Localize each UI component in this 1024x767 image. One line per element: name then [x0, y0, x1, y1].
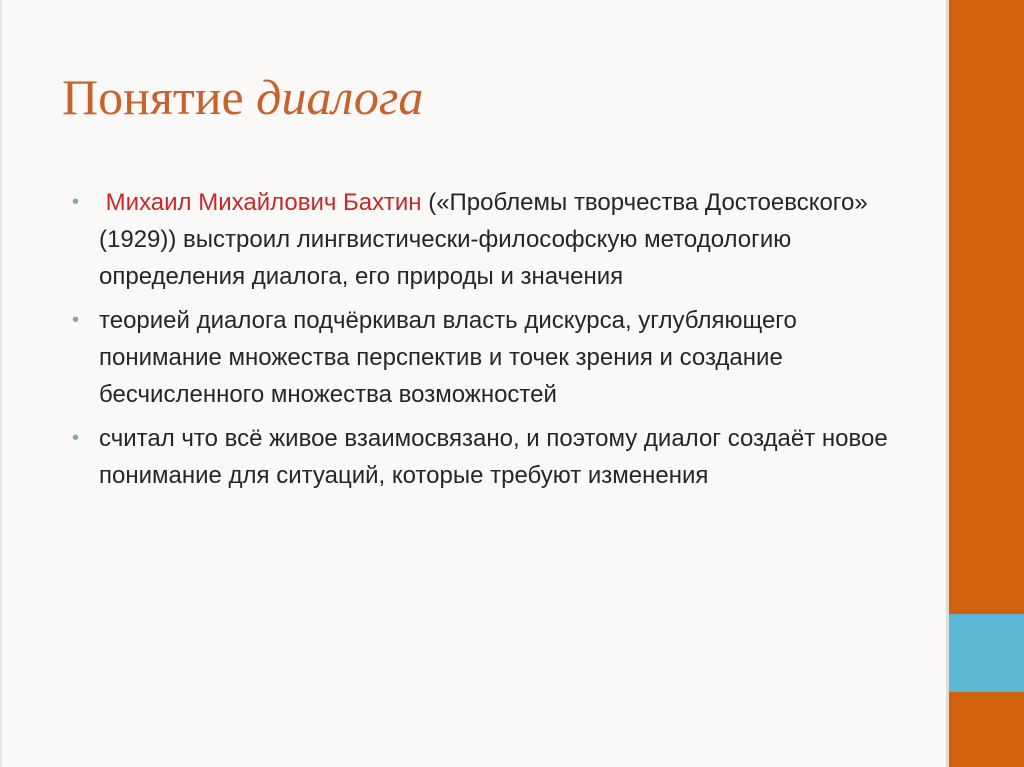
bullet-icon: •: [72, 191, 80, 213]
bullet-text-3: считал что всё живое взаимосвязано, и поэтому диалог создаёт новое понимание для ситуаций, которые требуют изменения: [99, 425, 888, 489]
bullet-list: [72, 184, 902, 501]
bullet-item-1: [72, 184, 902, 295]
bullet-icon: •: [72, 427, 80, 449]
slide-left-border: [0, 0, 2, 767]
side-bar-orange-bottom: [949, 692, 1024, 767]
bullet-text-1: («Проблемы творчества Достоевского» (1929)) выстроил лингвистически-философскую методологию определения диалога, его природы и значения: [99, 189, 868, 290]
bullet-icon: •: [72, 309, 80, 331]
slide-title: [62, 62, 423, 132]
title-regular: Понятие: [62, 69, 257, 125]
bullet-item-3: [72, 420, 902, 494]
side-bar-blue-accent: [949, 614, 1024, 692]
title-italic: диалога: [256, 69, 424, 125]
decorative-side-bar: [949, 0, 1024, 767]
side-bar-orange-top: [949, 0, 1024, 614]
author-name: Михаил Михайлович Бахтин: [105, 189, 422, 216]
bullet-text-2: теорией диалога подчёркивал власть дискурса, углубляющего понимание множества перспектив и точек зрения и создание бесчисленного множества возможностей: [99, 307, 797, 408]
bullet-item-2: [72, 302, 902, 413]
